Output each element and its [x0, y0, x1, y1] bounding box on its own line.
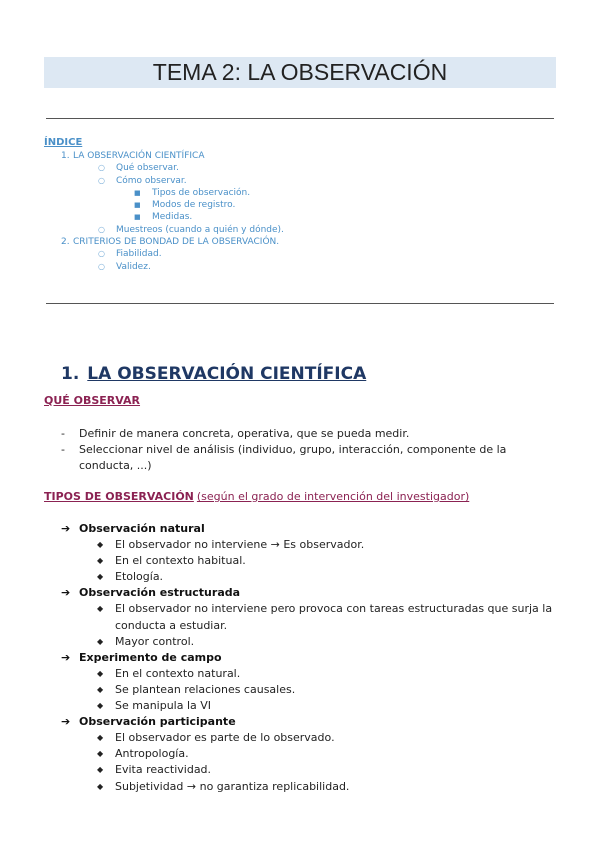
- observation-type: [61, 714, 561, 730]
- list-item-text: El observador no interviene → Es observador.: [115, 538, 365, 552]
- list-item: [61, 762, 561, 778]
- toc-marker: ■: [134, 213, 141, 222]
- list-item-text: Evita reactividad.: [115, 763, 212, 777]
- diamond-bullet-icon: ◆: [97, 636, 104, 646]
- diamond-bullet-icon: ◆: [97, 684, 104, 694]
- divider-top: [46, 118, 554, 119]
- toc-entry-text: Qué observar.: [116, 163, 179, 174]
- arrow-icon: ➔: [61, 522, 71, 535]
- arrow-icon: ➔: [61, 650, 71, 664]
- list-item: [61, 553, 561, 569]
- toc-entry[interactable]: [44, 261, 284, 273]
- list-item-text: En el contexto habitual.: [115, 554, 246, 568]
- toc-entry[interactable]: [44, 236, 284, 248]
- observation-type-label: Experimento de campo: [79, 650, 222, 664]
- toc-entry-text: Fiabilidad.: [116, 249, 162, 260]
- subheading-que-observar: QUÉ OBSERVAR: [44, 394, 141, 407]
- section-title: LA OBSERVACIÓN CIENTÍFICA: [87, 364, 367, 384]
- observation-type-label: Observación participante: [79, 715, 236, 729]
- toc-marker: ○: [98, 163, 105, 173]
- section-number: 1.: [61, 364, 80, 384]
- que-observar-list: [61, 426, 541, 474]
- toc-entry[interactable]: [44, 150, 284, 162]
- diamond-bullet-icon: ◆: [97, 701, 104, 711]
- toc-marker: ■: [134, 201, 141, 210]
- list-item-text: El observador no interviene pero provoca con tareas estructuradas que surja la conducta a estudiar.: [115, 602, 553, 632]
- list-item-text: En el contexto natural.: [115, 666, 241, 680]
- page-title: TEMA 2: LA OBSERVACIÓN: [44, 57, 556, 88]
- toc-marker: ○: [98, 261, 105, 271]
- diamond-bullet-icon: ◆: [97, 781, 104, 791]
- list-item-text: Definir de manera concreta, operativa, que se pueda medir.: [79, 427, 410, 440]
- toc-entry-text: CRITERIOS DE BONDAD DE LA OBSERVACIÓN.: [73, 237, 280, 248]
- toc-entry-text: Validez.: [116, 261, 151, 272]
- toc-entry[interactable]: [44, 199, 284, 211]
- toc-entry[interactable]: [44, 175, 284, 187]
- toc-heading[interactable]: ÍNDICE: [44, 137, 83, 148]
- list-item-text: Se manipula la VI: [115, 699, 212, 713]
- toc-entry[interactable]: [44, 248, 284, 260]
- toc-list: [44, 150, 284, 273]
- tipos-note: (según el grado de intervención del investigador): [196, 490, 470, 503]
- list-item-text: Se plantean relaciones causales.: [115, 682, 296, 696]
- list-item-text: El observador es parte de lo observado.: [115, 731, 335, 745]
- list-item-text: Etología.: [115, 570, 164, 584]
- table-of-contents: [44, 137, 284, 273]
- observation-type: [61, 585, 561, 601]
- dash-marker: -: [61, 427, 65, 440]
- toc-entry[interactable]: [44, 162, 284, 174]
- diamond-bullet-icon: ◆: [97, 540, 104, 550]
- toc-entry-text: Modos de registro.: [152, 200, 236, 211]
- arrow-icon: ➔: [61, 715, 71, 729]
- arrow-icon: ➔: [61, 586, 71, 600]
- toc-marker: 1.: [61, 151, 70, 161]
- list-item: [61, 442, 541, 474]
- list-item: [61, 426, 541, 442]
- list-item: [61, 634, 561, 650]
- observation-type: [61, 650, 561, 666]
- tipos-heading: TIPOS DE OBSERVACIÓN: [44, 490, 194, 503]
- divider-bottom: [46, 303, 554, 304]
- toc-marker: ○: [98, 249, 105, 259]
- list-item-text: Subjetividad → no garantiza replicabilidad.: [115, 779, 350, 793]
- diamond-bullet-icon: ◆: [97, 572, 104, 582]
- toc-entry[interactable]: [44, 224, 284, 236]
- list-item: [61, 698, 561, 714]
- list-item: [61, 666, 561, 682]
- diamond-bullet-icon: ◆: [97, 749, 104, 759]
- diamond-bullet-icon: ◆: [97, 604, 104, 614]
- toc-marker: ○: [98, 175, 105, 185]
- toc-entry[interactable]: [44, 187, 284, 199]
- diamond-bullet-icon: ◆: [97, 668, 104, 678]
- observation-type-label: Observación natural: [79, 522, 205, 535]
- observation-type-label: Observación estructurada: [79, 586, 241, 600]
- toc-entry-text: LA OBSERVACIÓN CIENTÍFICA: [73, 151, 205, 161]
- toc-entry-text: Cómo observar.: [116, 175, 187, 186]
- toc-entry[interactable]: [44, 211, 284, 223]
- list-item: [61, 537, 561, 553]
- dash-marker: -: [61, 443, 65, 456]
- list-item: [61, 569, 561, 585]
- toc-entry-text: Tipos de observación.: [152, 187, 251, 198]
- toc-marker: ○: [98, 224, 105, 234]
- section-heading: [61, 364, 366, 384]
- observation-type: [61, 521, 561, 537]
- tipos-list: [61, 521, 561, 795]
- list-item: [61, 730, 561, 746]
- subheading-tipos: [44, 490, 469, 503]
- toc-marker: ■: [134, 188, 141, 197]
- list-item: [61, 746, 561, 762]
- diamond-bullet-icon: ◆: [97, 765, 104, 775]
- list-item: [61, 601, 561, 633]
- list-item: [61, 779, 561, 795]
- toc-entry-text: Muestreos (cuando a quién y dónde).: [116, 224, 284, 235]
- diamond-bullet-icon: ◆: [97, 733, 104, 743]
- list-item-text: Seleccionar nivel de análisis (individuo, grupo, interacción, componente de la conducta, ...): [79, 443, 507, 472]
- diamond-bullet-icon: ◆: [97, 556, 104, 566]
- toc-entry-text: Medidas.: [152, 212, 193, 223]
- list-item-text: Antropología.: [115, 747, 189, 761]
- list-item: [61, 682, 561, 698]
- toc-marker: 2.: [61, 237, 70, 248]
- list-item-text: Mayor control.: [115, 634, 195, 648]
